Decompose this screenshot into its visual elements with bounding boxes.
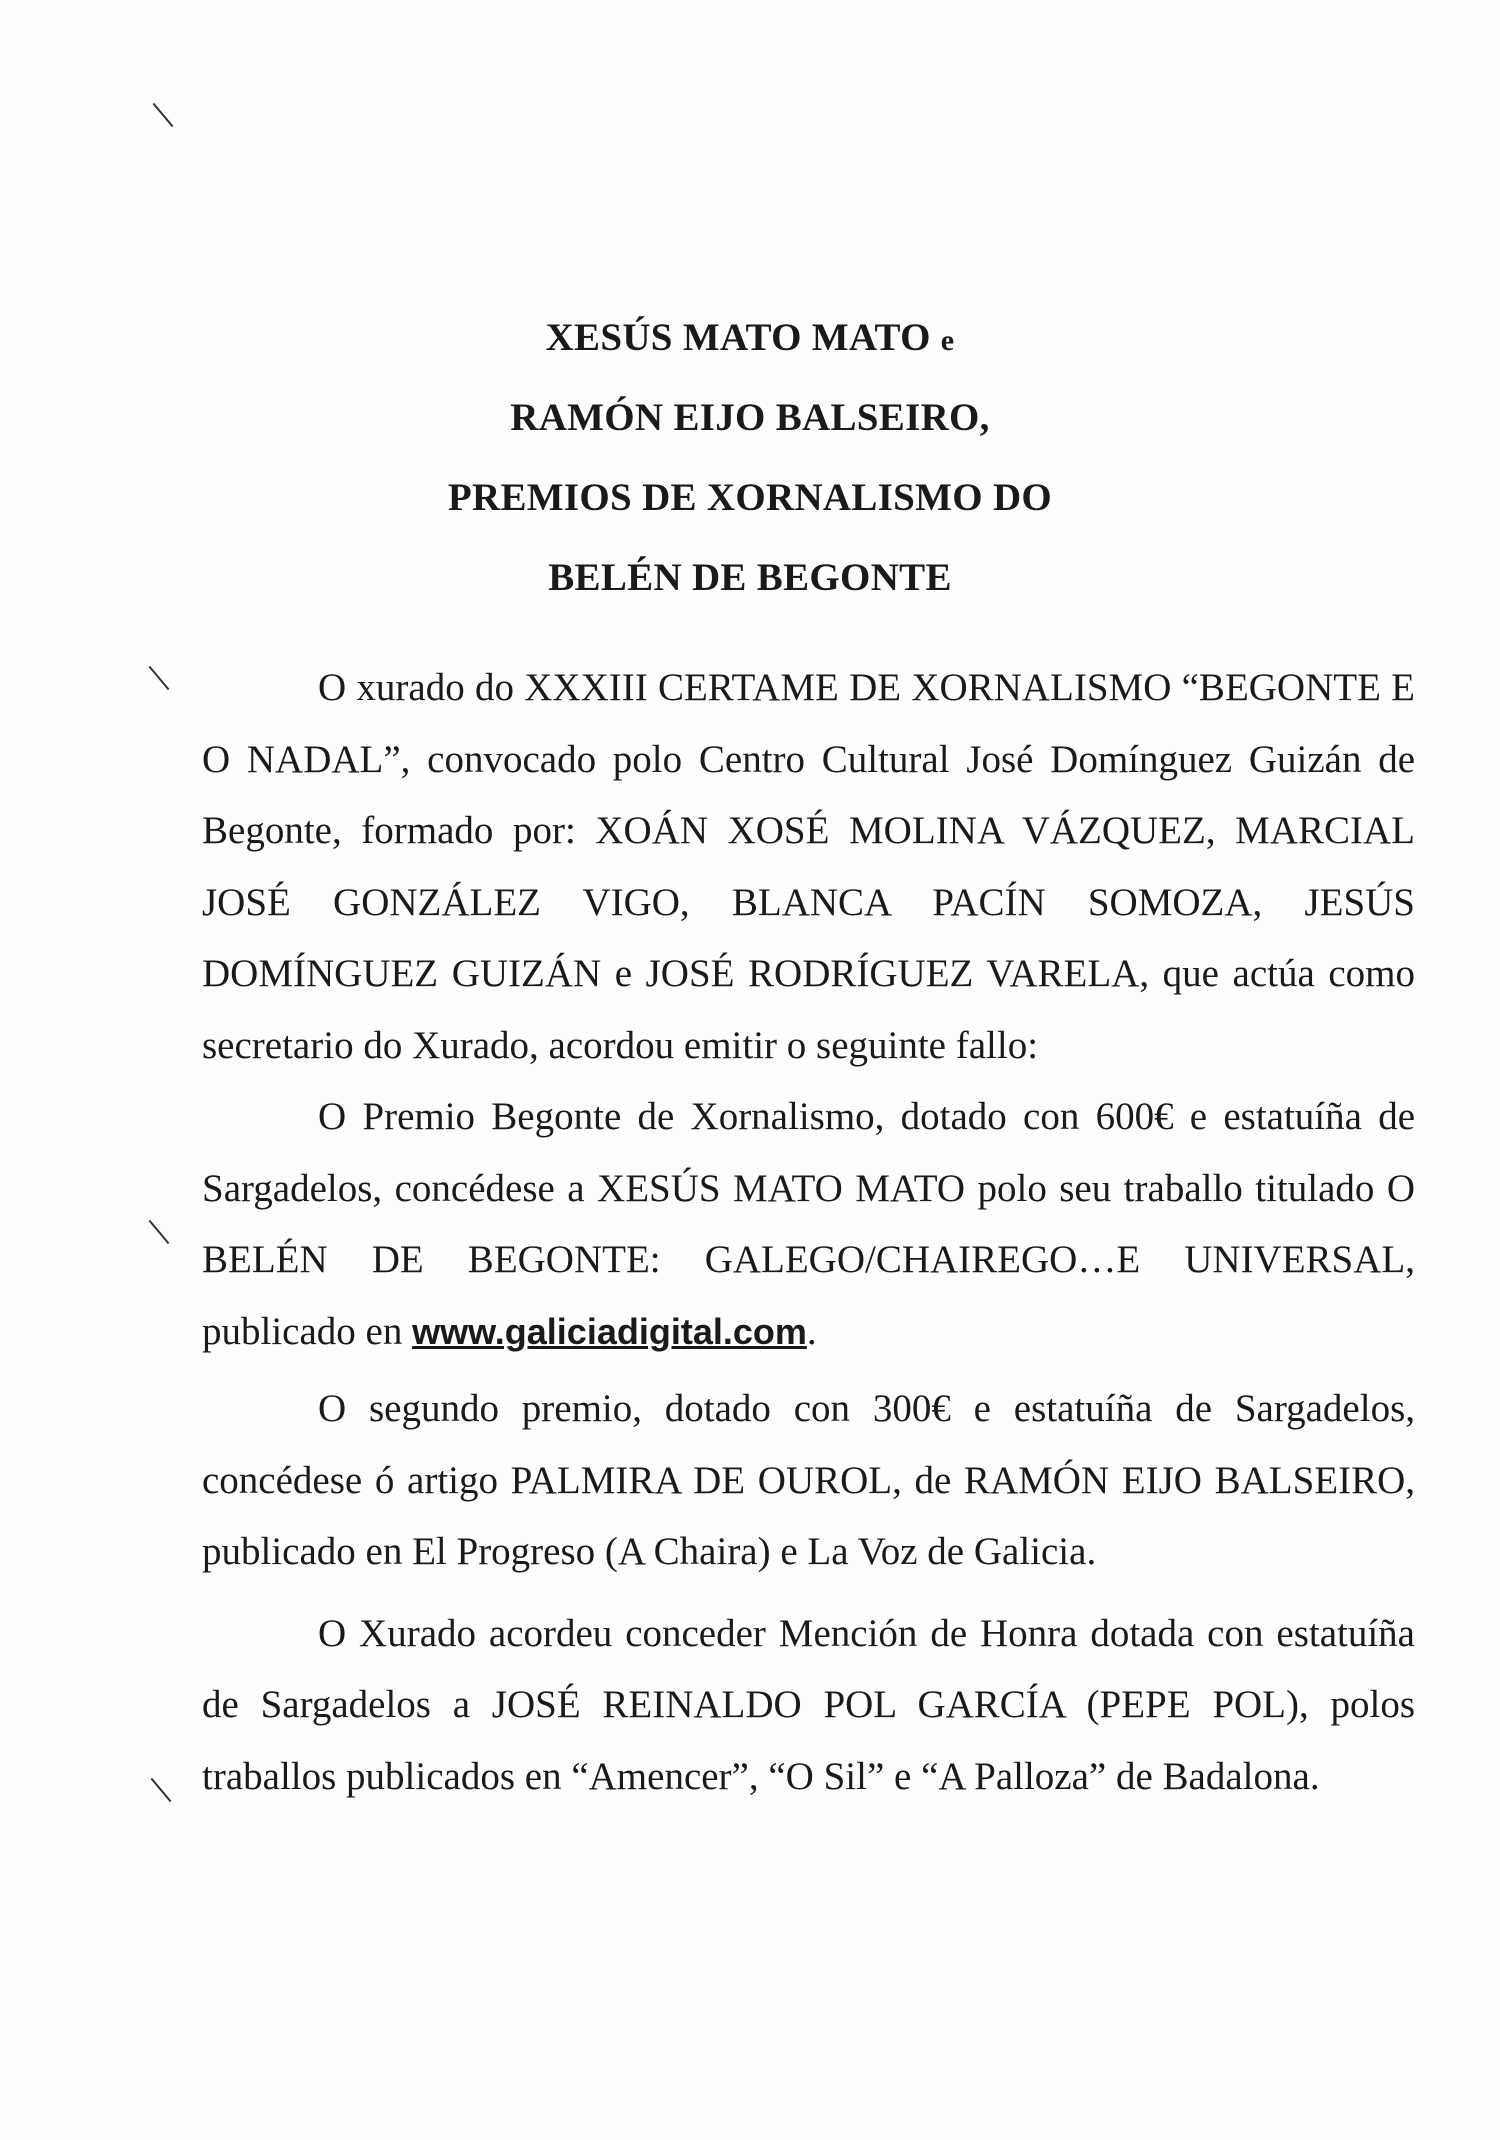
document-title [0, 298, 1500, 618]
title-line-3: PREMIOS DE XORNALISMO DO [447, 476, 1053, 519]
title-line-1-conjunction: e [940, 324, 955, 357]
margin-mark [149, 666, 170, 690]
paragraph-honorable-mention: O Xurado acordeu conceder Mención de Honra dotada con estatuíña de Sargadelos a JOSÉ REINALDO POL GARCÍA (PEPE POL), polos traballos publicados en “Amencer”, “O Sil” e “A Palloza” de Badalona. [202, 1611, 1415, 1798]
paragraph-first-prize [202, 1081, 1415, 1367]
margin-mark [151, 1778, 172, 1802]
title-line-4: BELÉN DE BEGONTE [548, 556, 952, 599]
paragraph-second-prize: O segundo premio, dotado con 300€ e estatuíña de Sargadelos, concédese ó artigo PALMIRA DE OUROL, de RAMÓN EIJO BALSEIRO, publicado en El Progreso (A Chaira) e La Voz de Galicia. [202, 1387, 1415, 1573]
first-prize-text: O Premio Begonte de Xornalismo, dotado con 600€ e estatuíña de Sargadelos, concédese a XESÚS MATO MATO polo seu traballo titulado O BELÉN DE BEGONTE: GALEGO/CHAIREGO…E UNIVERSAL, publicado en [202, 1095, 1415, 1353]
title-line-1-main: XESÚS MATO MATO [545, 316, 931, 359]
margin-mark [153, 103, 174, 127]
title-line-1 [0, 298, 1500, 378]
first-prize-end: . [806, 1309, 817, 1353]
title-line-2: RAMÓN EIJO BALSEIRO, [510, 396, 990, 439]
paragraph-jury: O xurado do XXXIII CERTAME DE XORNALISMO “BEGONTE E O NADAL”, convocado polo Centro Cultural José Domínguez Guizán de Begonte, formado por: XOÁN XOSÉ MOLINA VÁZQUEZ, MARCIAL JOSÉ GONZÁLEZ VIGO, BLANCA PACÍN SOMOZA, JESÚS DOMÍNGUEZ GUIZÁN e JOSÉ RODRÍGUEZ VARELA, que actúa como secretario do Xurado, acordou emitir o seguinte fallo: [202, 666, 1415, 1067]
galiciadigital-link[interactable]: www.galiciadigital.com [412, 1310, 807, 1352]
document-body [202, 652, 1415, 1812]
margin-mark [149, 1220, 170, 1244]
